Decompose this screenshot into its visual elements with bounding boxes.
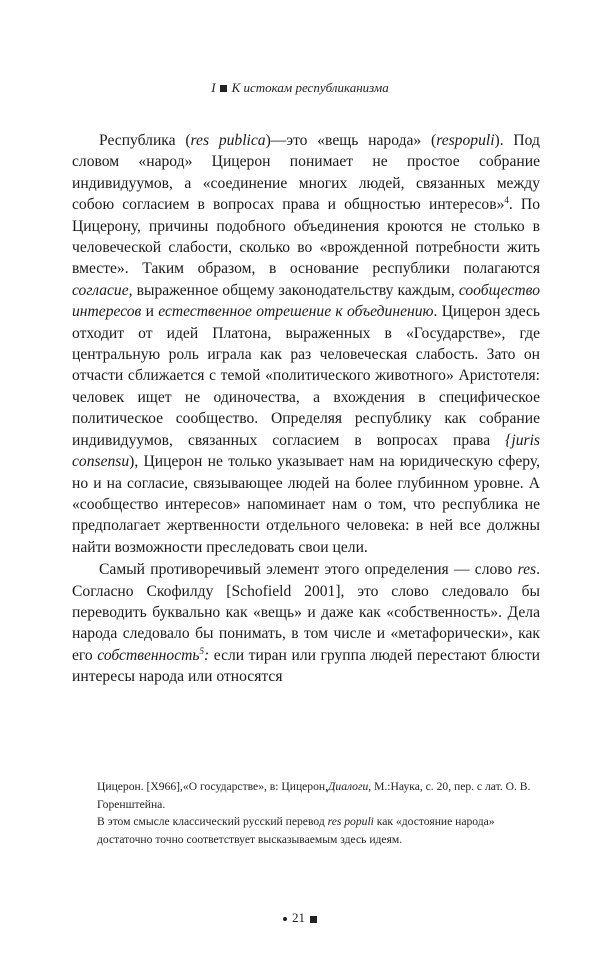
italic-text: res publica [190, 132, 266, 149]
paragraph [72, 559, 540, 687]
paragraph [72, 130, 540, 558]
italic-text: res [517, 561, 537, 579]
italic-text: res populi [327, 815, 374, 828]
page-folio [0, 910, 600, 926]
italic-text: : [203, 646, 210, 664]
dot-bullet-icon [283, 917, 287, 921]
footnote-ref: 4 [504, 195, 509, 206]
footnote [97, 813, 537, 848]
chapter-title: К истокам республиканизма [231, 80, 389, 95]
text-run: ). Под словом «народ» Цицерон понимает не простое собрание индивидуумов, а «соединение многих людей, связанных между собою согласием в вопросах права и общностью интересов» [72, 132, 540, 214]
text-run: и [141, 303, 159, 321]
text-run: если тиран или группа людей перестают блюсти интересы народа или относятся [72, 646, 540, 686]
text-run: как «достояние народа» достаточно точно соответствует высказываемым здесь идеям. [97, 815, 495, 846]
footnotes [97, 778, 537, 848]
text-run: . Согласно Скофилду [Schofield 2001], это слово следовало бы переводить буквально как «вещь» и даже как «собственность». Дела народа следовало бы понимать, в том числе и «метафорически», как его [72, 561, 540, 664]
italic-text: естественное отрешение к объединению [158, 303, 434, 321]
text-run: выраженное общему законодательству каждым, [132, 281, 459, 299]
footnote [97, 778, 537, 813]
italic-text: сообщество интересов [72, 281, 540, 321]
text-run: . По Цицерону, причины подобного объединения кроются не столько в человеческой слабости, сколько во «врожденной потребности жить вместе». Таким образом, в основание республики полагаются [72, 196, 540, 278]
page-number: 21 [292, 910, 305, 925]
text-run: Цицерон. [X966],«О государстве», в: Цицерон, [97, 780, 329, 793]
body-text [72, 130, 540, 688]
text-run: М.:Наука, с. 20, пер. с лат. О. В. Горенштейна. [97, 780, 531, 811]
italic-text: {juris consensu [72, 431, 540, 471]
text-run: В этом смысле классический русский перевод [97, 815, 328, 828]
square-bullet-icon [310, 916, 317, 923]
footnote-ref: 5 [199, 645, 204, 656]
italic-text: собственность [97, 646, 200, 664]
text-run: )—это «вещь народа» ( [265, 132, 437, 149]
chapter-number: I [211, 80, 216, 95]
text-run: . Цицерон здесь отходит от идей Платона, выраженных в «Государстве», где центральную роль играла как раз человеческая слабость. Зато он отчасти сближается с темой «политического животного» Аристотеля: человек ищет не одиночества, а вхождения в специфическое политическое сообщество. Определяя республику как собрание индивидуумов, связанных согласием в вопросах права [72, 303, 540, 449]
italic-text: согласие, [72, 281, 133, 299]
text-run: ), Цицерон не только указывает нам на юридическую сферу, но и на согласие, связывающее людей на более глубинном уровне. А «сообщество интересов» напоминает нам о том, что республика не предполагает жертвенности отдельного человека: в ней все должны найти возможности преследовать свои цели. [72, 453, 540, 556]
running-head [0, 80, 600, 96]
text-run: Самый противоречивый элемент этого определения — слово [99, 561, 518, 579]
square-bullet-icon [220, 85, 227, 92]
text-run: Республика ( [99, 132, 191, 149]
italic-text: Диалоги, [328, 780, 372, 793]
italic-text: respopuli [436, 132, 495, 149]
